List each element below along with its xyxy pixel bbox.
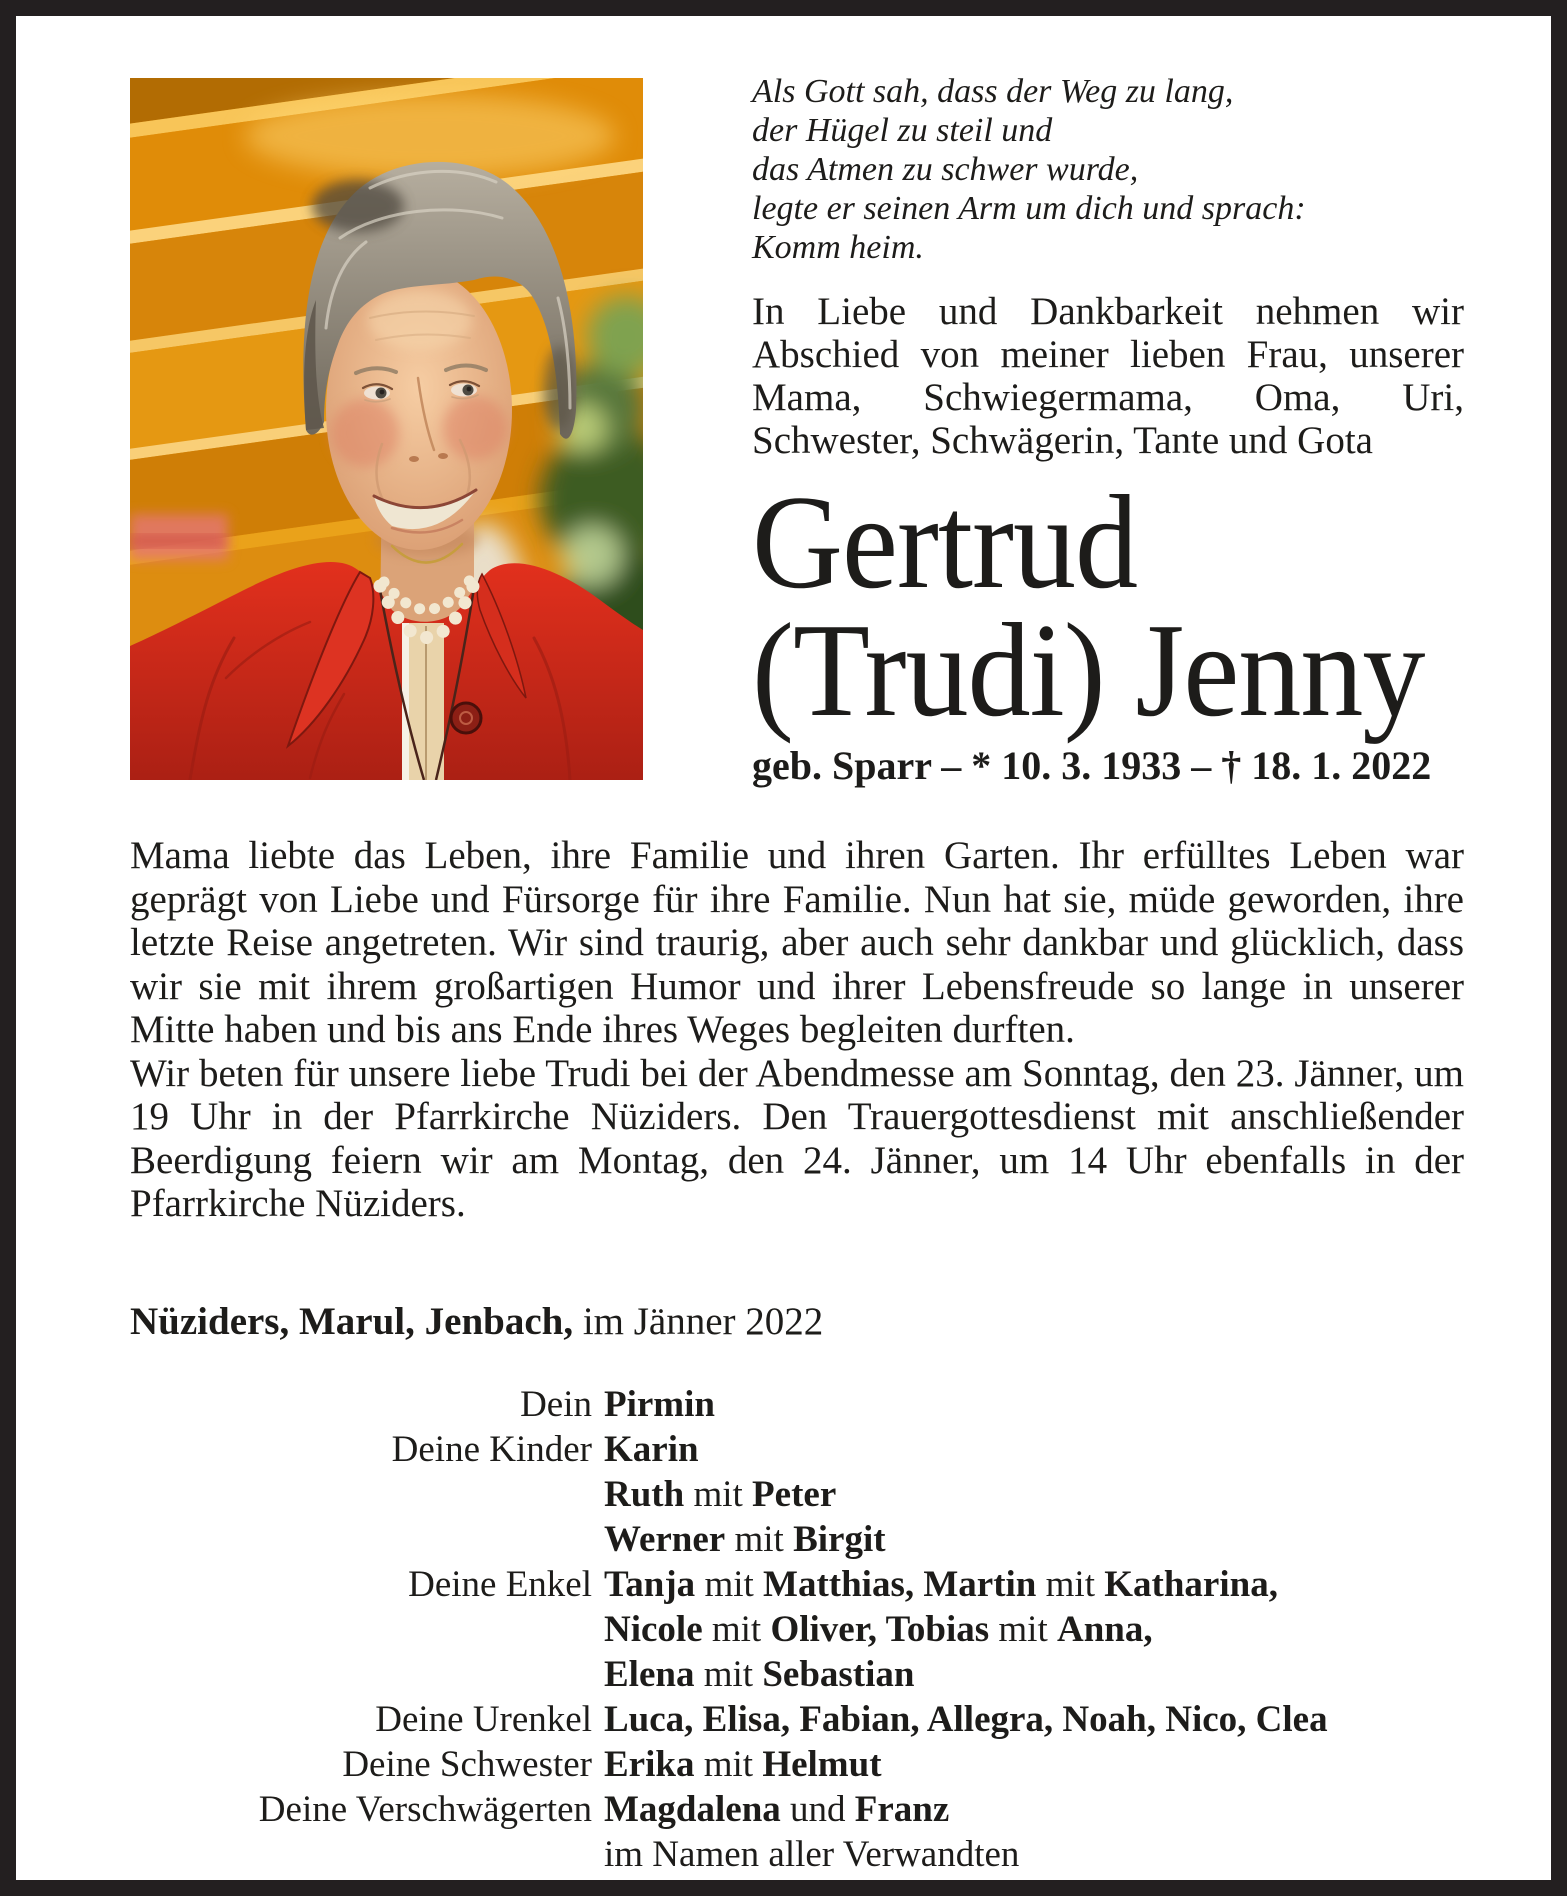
relation-label: Dein (520, 1384, 592, 1425)
mourner-names: Tanja mit Matthias, Martin mit Katharina, (604, 1564, 1278, 1605)
deceased-nickname-surname: (Trudi) Jenny (752, 596, 1425, 744)
relation-label: Deine Schwester (342, 1744, 592, 1785)
obituary-paragraph-1: Mama liebte das Leben, ihre Familie und ihren Garten. Ihr erfülltes Leben war geprägt von Liebe und Fürsorge für ihre Familie. Nun hat sie, müde geworden, ihre letzte Reise angetreten. Wir sind traurig, aber auch sehr dankbar und glücklich, dass wir sie mit ihrem großartigen Humor und ihrer Lebensfreude so lange in unserer Mitte haben und bis ans Ende ihres Weges begleiten durften. (130, 834, 1464, 1051)
mourners-list (130, 1382, 1494, 1877)
dateline: Nüziders, Marul, Jenbach, im Jänner 2022 (130, 1300, 824, 1343)
mourner-names: Erika mit Helmut (604, 1744, 882, 1785)
mourner-row (130, 1427, 1494, 1472)
mourner-names: im Namen aller Verwandten (604, 1834, 1020, 1875)
mourner-names: Pirmin (604, 1384, 715, 1425)
relation-label: Deine Urenkel (375, 1699, 592, 1740)
mourner-row (130, 1697, 1494, 1742)
mourner-names: Elena mit Sebastian (604, 1654, 915, 1695)
relation-label (130, 1517, 592, 1562)
mourner-row (130, 1652, 1494, 1697)
mourner-row (130, 1787, 1494, 1832)
relation-label (130, 1652, 592, 1697)
jacket-button (451, 703, 481, 733)
relation-label: Deine Kinder (391, 1429, 592, 1470)
mourner-row (130, 1517, 1494, 1562)
mourner-row (130, 1607, 1494, 1652)
relation-label (130, 1472, 592, 1517)
mourner-row (130, 1562, 1494, 1607)
relation-label: Deine Enkel (408, 1564, 592, 1605)
obituary-paragraph-2: Wir beten für unsere liebe Trudi bei der Abendmesse am Sonntag, den 23. Jänner, um 19 Uhr in der Pfarrkirche Nüziders. Den Trauergottesdienst mit anschließender Beerdigung feiern wir am Montag, den 24. Jänner, um 14 Uhr ebenfalls in der Pfarrkirche Nüziders. (130, 1051, 1464, 1225)
mourner-names: Luca, Elisa, Fabian, Allegra, Noah, Nico, Clea (604, 1699, 1328, 1740)
relation-label (130, 1832, 592, 1877)
poem: Als Gott sah, dass der Weg zu lang, der Hügel zu steil und das Atmen zu schwer wurde, legte er seinen Arm um dich und sprach: Komm heim. (752, 73, 1306, 266)
birth-death-dates: geb. Sparr – * 10. 3. 1933 – † 18. 1. 2022 (752, 743, 1432, 788)
deceased-first-name: Gertrud (752, 468, 1138, 616)
portrait-photo (130, 78, 643, 780)
mourner-names: Werner mit Birgit (604, 1519, 886, 1560)
obituary-text (130, 834, 1464, 1226)
mourner-row (130, 1742, 1494, 1787)
relation-label: Deine Verschwägerten (258, 1789, 592, 1830)
mourner-names: Nicole mit Oliver, Tobias mit Anna, (604, 1609, 1153, 1650)
deceased-name (752, 468, 1522, 744)
mourner-row (130, 1832, 1494, 1877)
intro-paragraph: In Liebe und Dankbarkeit nehmen wir Abschied von meiner lieben Frau, unserer Mama, Schwiegermama, Oma, Uri, Schwester, Schwägerin, Tante und Gota (752, 290, 1464, 462)
pink-stripe (130, 514, 228, 560)
mourner-row (130, 1382, 1494, 1427)
mourner-names: Karin (604, 1429, 699, 1470)
mourner-row (130, 1472, 1494, 1517)
mourner-names: Ruth mit Peter (604, 1474, 837, 1515)
mourner-names: Magdalena und Franz (604, 1789, 950, 1830)
relation-label (130, 1607, 592, 1652)
portrait-illustration (130, 78, 643, 780)
